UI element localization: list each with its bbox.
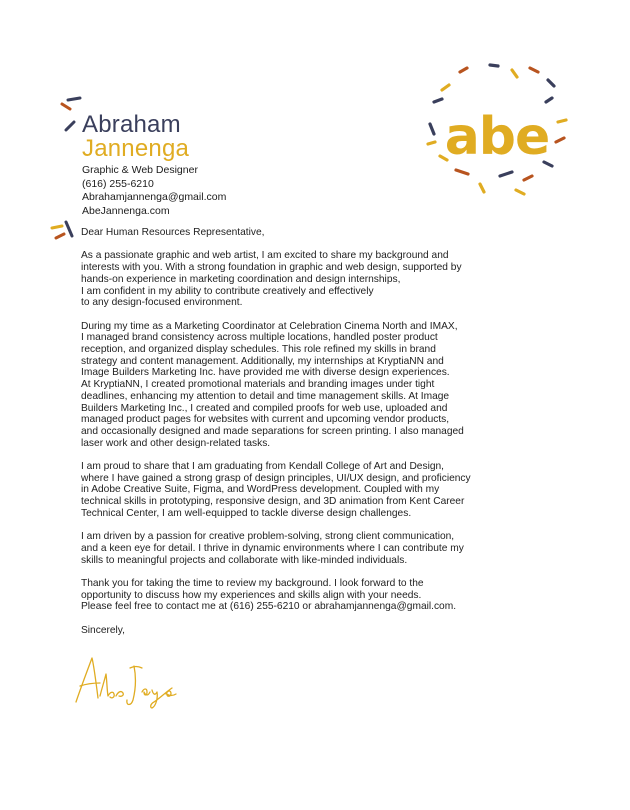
job-title: Graphic & Web Designer — [82, 164, 198, 176]
logo-text: abe — [444, 107, 550, 167]
text-line: Image Builders Marketing Inc. have provided me with diverse design experiences. — [81, 367, 450, 379]
text-line: I managed brand consistency across multiple locations, handled poster product — [81, 332, 438, 344]
paragraph-closing — [81, 578, 511, 613]
text-line: During my time as a Marketing Coordinator at Celebration Cinema North and IMAX, — [81, 320, 458, 332]
text-line: managed product pages for websites with current and upcoming vendor products, — [81, 414, 450, 426]
salutation: Dear Human Resources Representative, — [81, 227, 265, 238]
text-line: strategy and content management. Additionally, my internships at KryptiaNN and — [81, 355, 444, 367]
text-line: to any design-focused environment. — [81, 297, 243, 309]
paragraph-experience — [81, 321, 511, 450]
applicant-first-name: Abraham — [82, 111, 181, 138]
closing-text: Sincerely, — [81, 624, 125, 636]
email-address: Abrahamjannenga@gmail.com — [82, 191, 227, 203]
text-line: Builders Marketing Inc., I created and compiled proofs for web use, uploaded and — [81, 402, 448, 414]
decorative-dashes-mid-left — [48, 216, 78, 246]
text-line: As a passionate graphic and web artist, I am excited to share my background and — [81, 250, 449, 262]
text-line: technical skills in prototyping, responsive design, and 3D animation from Kent Career — [81, 496, 465, 508]
text-line: deadlines, enhancing my attention to detail and time management skills. At Image — [81, 390, 450, 402]
text-line: where I have gained a strong grasp of design principles, UI/UX design, and proficiency — [81, 472, 471, 484]
text-line: I am driven by a passion for creative problem-solving, strong client communication, — [81, 531, 455, 543]
text-line: At KryptiaNN, I created promotional materials and branding images under tight — [81, 379, 435, 391]
text-line: skills to meaningful projects and collaborate with like-minded individuals. — [81, 554, 408, 566]
contact-block — [82, 164, 226, 218]
text-line: Please feel free to contact me at (616) 255-6210 or abrahamjannenga@gmail.com. — [81, 601, 457, 613]
phone-number: (616) 255-6210 — [82, 177, 154, 190]
paragraph-motivation — [81, 531, 511, 566]
applicant-last-name: Jannenga — [82, 135, 190, 162]
text-line: hands-on experience in marketing coordination and design internships, — [81, 273, 401, 285]
text-line: I am confident in my ability to contribute creatively and effectively — [81, 285, 374, 297]
text-line: reception, and organized display schedules. This role refined my skills in brand — [81, 344, 436, 355]
text-line: I am proud to share that I am graduating from Kendall College of Art and Design, — [81, 461, 444, 473]
handwritten-signature-icon — [70, 652, 180, 710]
text-line: and occasionally designed and made separations for screen printing. I also managed — [81, 425, 464, 437]
text-line: interests with you. With a strong foundation in graphic and web design, supported by — [81, 262, 462, 274]
text-line: and a keen eye for detail. I thrive in dynamic environments where I can contribute my — [81, 542, 464, 554]
website-url: AbeJannenga.com — [82, 204, 170, 217]
text-line: in Adobe Creative Suite, Figma, and WordPress development. Coupled with my — [81, 484, 440, 496]
text-line: opportunity to discuss how my experiences and skills align with your needs. — [81, 589, 422, 601]
paragraph-introduction — [81, 250, 511, 309]
letter-body — [81, 227, 511, 648]
text-line: laser work and other design-related tasks. — [81, 437, 271, 449]
text-line: Technical Center, I am well-equipped to tackle diverse design challenges. — [81, 507, 412, 519]
abe-monogram-logo-icon — [420, 62, 570, 202]
paragraph-education — [81, 461, 511, 520]
text-line: Thank you for taking the time to review my background. I look forward to the — [81, 578, 424, 590]
